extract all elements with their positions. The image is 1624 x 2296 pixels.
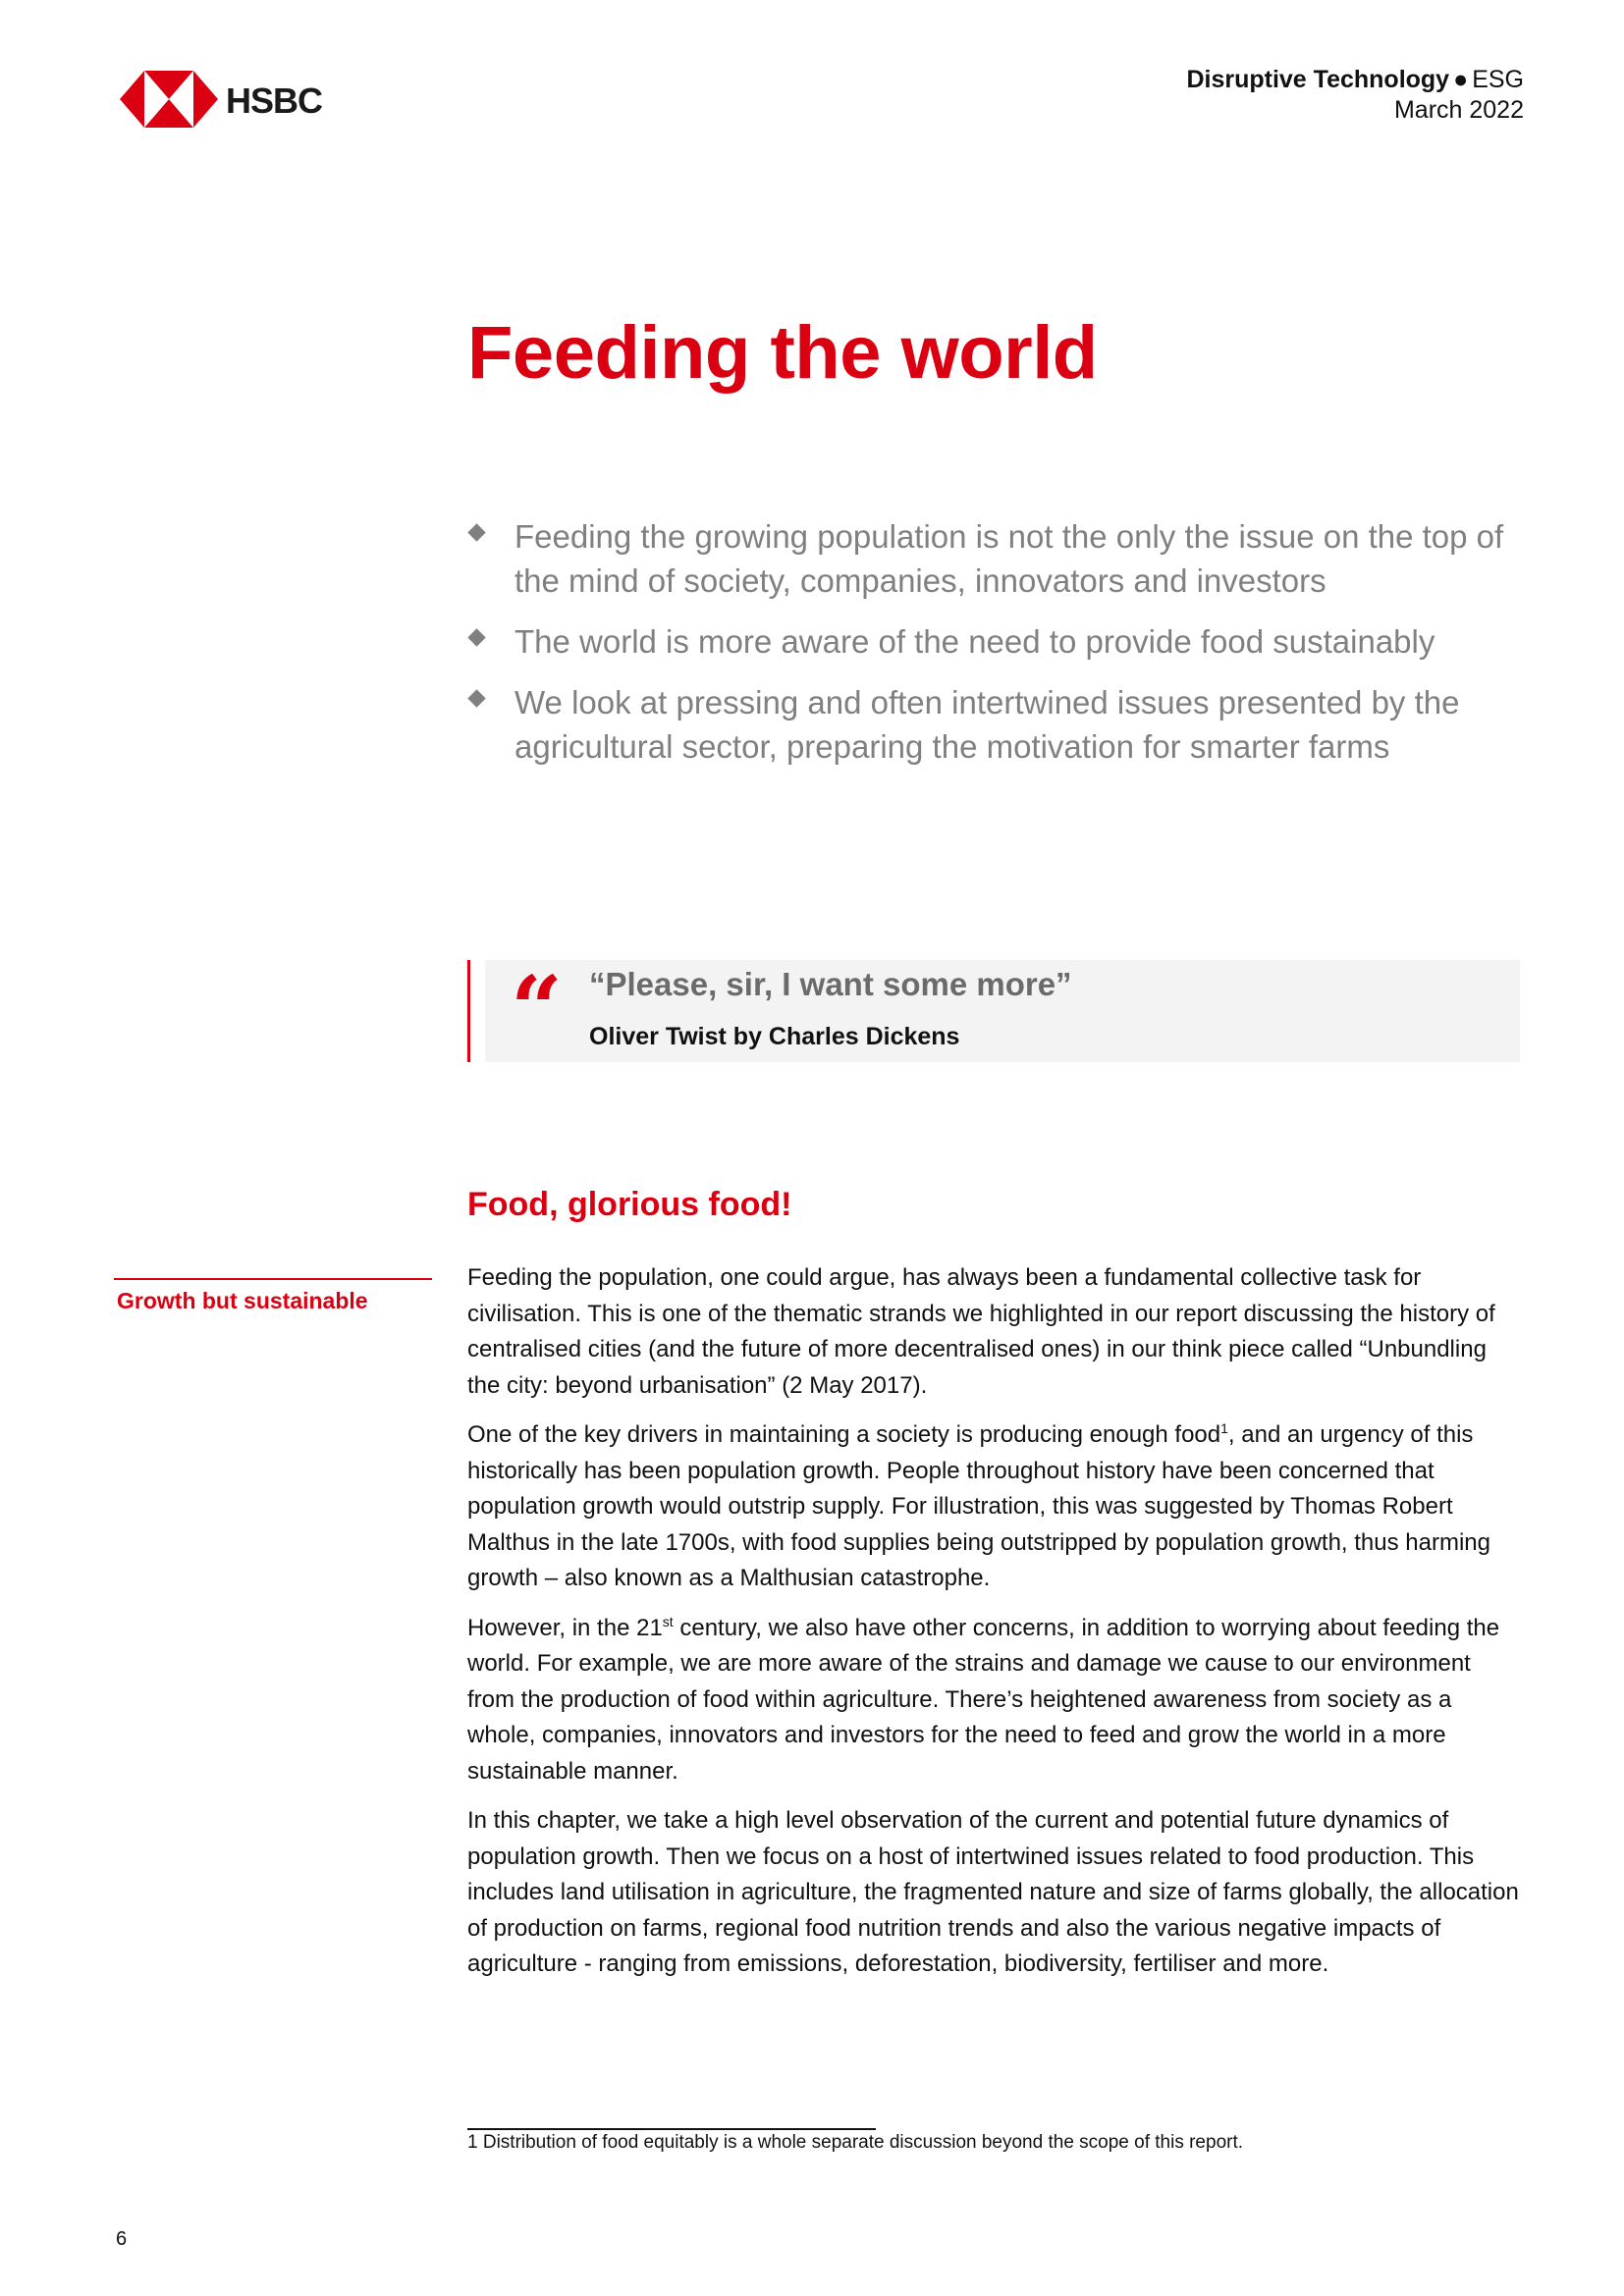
logo-wordmark: HSBC (226, 80, 323, 121)
paragraph-text: Feeding the population, one could argue, has always been a fundamental collective task for civilisation. This is one of the thematic strands we highlighted in our report discussing the history of centralised cities (and the future of more decentralised ones) in our think piece called “Unbundling the city: beyond urbanisation” (2 May 2017). (467, 1264, 1495, 1399)
bullet-text: The world is more aware of the need to provide food sustainably (514, 623, 1435, 660)
ordinal-suffix: st (662, 1613, 674, 1629)
quote-text: “Please, sir, I want some more” (589, 966, 1072, 1002)
summary-bullet (467, 514, 1528, 603)
paragraph-text: In this chapter, we take a high level observation of the current and potential future dynamics of population growth. Then we focus on a host of intertwined issues related to food production. This includes land utilisation in agriculture, the fragmented nature and size of farms globally, the allocation of production on farms, regional food nutrition trends and also the various negative impacts of agriculture - ranging from emissions, deforestation, biodiversity, fertiliser and more. (467, 1807, 1519, 1977)
paragraph-text-after: century, we also have other concerns, in addition to worrying about feeding the world. For example, we are more aware of the strains and damage we cause to our environment from the production of food within agriculture. There’s heightened awareness from society as a whole, companies, innovators and investors for the need to feed and grow the world in a more sustainable manner. (467, 1614, 1500, 1785)
report-series: Disruptive Technology (1186, 66, 1450, 93)
bullet-text: Feeding the growing population is not the only the issue on the top of the mind of society, companies, innovators and investors (514, 518, 1504, 599)
page-number: 6 (116, 2228, 128, 2250)
report-series-line (1186, 65, 1524, 95)
footnote-divider (467, 2128, 876, 2130)
summary-bullets (467, 514, 1528, 785)
series-separator: ● (1453, 66, 1469, 93)
footnote-ref: 1 (1220, 1420, 1228, 1436)
summary-bullet (467, 680, 1528, 769)
paragraph-text-before: However, in the 21 (467, 1614, 663, 1641)
body-paragraph (467, 1417, 1524, 1597)
body-paragraph (467, 1260, 1524, 1404)
quotation-mark-icon: “ (511, 956, 563, 1062)
hsbc-logo (120, 71, 323, 128)
section-heading: Food, glorious food! (467, 1186, 792, 1223)
report-topic: ESG (1472, 66, 1524, 93)
diamond-bullet-icon (467, 689, 485, 707)
footnote: 1 Distribution of food equitably is a whole separate discussion beyond the scope of this report. (467, 2132, 1244, 2153)
bullet-text: We look at pressing and often intertwined issues presented by the agricultural sector, preparing the motivation for smarter farms (514, 684, 1460, 765)
sidenote (114, 1278, 432, 1314)
report-header (1186, 65, 1524, 126)
sidenote-text: Growth but sustainable (117, 1288, 368, 1313)
paragraph-text-after: , and an urgency of this historically has been population growth. People throughout history have been concerned that population growth would outstrip supply. For illustration, this was suggested by Thomas Robert Malthus in the late 1700s, with food supplies being outstripped by population growth, thus harming growth – also known as a Malthusian catastrophe. (467, 1421, 1490, 1591)
quote-accent-bar (467, 960, 470, 1062)
page-title: Feeding the world (467, 311, 1098, 395)
body-text (467, 1260, 1524, 1997)
paragraph-text-before: One of the key drivers in maintaining a society is producing enough food (467, 1421, 1221, 1448)
pull-quote (467, 956, 1520, 1062)
hsbc-hexagon-logo-icon (120, 71, 218, 128)
report-date: March 2022 (1393, 96, 1524, 124)
body-paragraph (467, 1611, 1524, 1790)
diamond-bullet-icon (467, 628, 485, 646)
body-paragraph (467, 1803, 1524, 1983)
quote-source: Oliver Twist by Charles Dickens (589, 1023, 960, 1050)
summary-bullet (467, 619, 1528, 664)
diamond-bullet-icon (467, 523, 485, 541)
